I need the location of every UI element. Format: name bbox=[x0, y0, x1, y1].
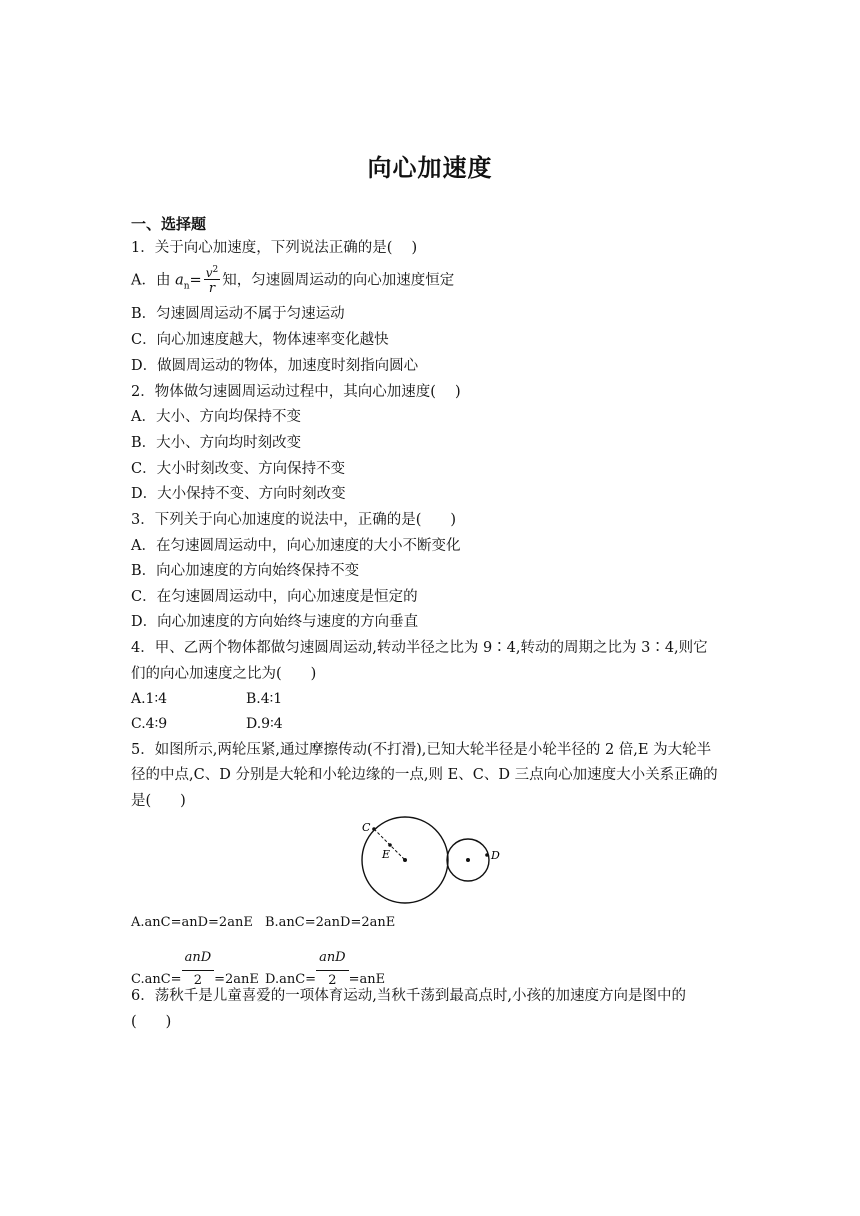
q5-d-prefix: D.anC= bbox=[265, 972, 317, 987]
label-e: E bbox=[382, 848, 391, 861]
point-e bbox=[388, 843, 392, 847]
q4-option-c: C.4∶9 bbox=[131, 716, 168, 732]
q5-d-fraction bbox=[316, 948, 349, 991]
q4-stem-line2: 们的向心加速度之比为( ) bbox=[131, 666, 317, 682]
q1-a-prefix: A．由 bbox=[131, 272, 176, 289]
point-d bbox=[485, 853, 489, 857]
q5-d-num: anD bbox=[316, 948, 349, 971]
label-d: D bbox=[491, 849, 500, 862]
q2-option-b: B．大小、方向均时刻改变 bbox=[131, 435, 302, 451]
small-wheel-center bbox=[466, 858, 470, 862]
q1-a-den: r bbox=[204, 279, 221, 295]
q1-stem: 1．关于向心加速度，下列说法正确的是( ) bbox=[131, 240, 418, 256]
q4-option-b: B.4∶1 bbox=[246, 691, 283, 707]
q1-a-fraction bbox=[204, 266, 221, 295]
q5-stem-line1: 5．如图所示,两轮压紧,通过摩擦传动(不打滑),已知大轮半径是小轮半径的 2 倍,E 为大轮半 bbox=[131, 742, 712, 758]
q3-option-b: B．向心加速度的方向始终保持不变 bbox=[131, 563, 360, 579]
q5-friction-wheels-figure bbox=[350, 815, 510, 911]
q5-c-fraction bbox=[182, 948, 215, 991]
page-title: 向心加速度 bbox=[367, 154, 493, 182]
q1-a-var: a bbox=[175, 272, 184, 289]
q6-stem-line2: ( ) bbox=[131, 1014, 172, 1030]
q4-stem-line1: 4．甲、乙两个物体都做匀速圆周运动,转动半径之比为 9∶4,转动的周期之比为 3∶4,则它 bbox=[131, 640, 708, 656]
q5-c-prefix: C.anC= bbox=[131, 972, 182, 987]
large-wheel-center bbox=[403, 858, 407, 862]
q5-d-den: 2 bbox=[328, 973, 337, 988]
section-title: 一、选择题 bbox=[131, 215, 207, 233]
q5-stem-line2: 径的中点,C、D 分别是大轮和小轮边缘的一点,则 E、C、D 三点向心加速度大小关系正确的 bbox=[131, 767, 718, 783]
q5-option-b: B.anC=2anD=2anE bbox=[265, 915, 396, 930]
q1-a-num: v bbox=[205, 266, 213, 280]
q1-a-num-sup: 2 bbox=[212, 265, 219, 275]
q1-a-sub: n bbox=[183, 281, 190, 292]
q3-stem: 3．下列关于向心加速度的说法中，正确的是( ) bbox=[131, 512, 457, 528]
q5-option-a: A.anC=anD=2anE bbox=[131, 915, 253, 930]
q2-option-c: C．大小时刻改变、方向保持不变 bbox=[131, 461, 346, 477]
q5-c-num: anD bbox=[182, 948, 215, 971]
point-c bbox=[372, 827, 376, 831]
q1-a-rest: 知，匀速圆周运动的向心加速度恒定 bbox=[222, 272, 455, 289]
label-c: C bbox=[362, 821, 371, 834]
q1-option-c: C．向心加速度越大，物体速率变化越快 bbox=[131, 332, 389, 348]
q2-stem: 2．物体做匀速圆周运动过程中，其向心加速度( ) bbox=[131, 384, 461, 400]
q1-option-d: D．做圆周运动的物体，加速度时刻指向圆心 bbox=[131, 358, 419, 374]
q1-option-a bbox=[131, 266, 454, 296]
q1-option-b: B．匀速圆周运动不属于匀速运动 bbox=[131, 306, 345, 322]
q4-option-a: A.1∶4 bbox=[131, 691, 168, 707]
q2-option-a: A．大小、方向均保持不变 bbox=[131, 409, 301, 425]
q5-c-den: 2 bbox=[193, 973, 202, 988]
q5-stem-line3: 是( ) bbox=[131, 793, 186, 809]
q2-option-d: D．大小保持不变、方向时刻改变 bbox=[131, 486, 346, 502]
q6-stem-line1: 6．荡秋千是儿童喜爱的一项体育运动,当秋千荡到最高点时,小孩的加速度方向是图中的 bbox=[131, 988, 686, 1004]
q3-option-a: A．在匀速圆周运动中，向心加速度的大小不断变化 bbox=[131, 538, 461, 554]
q3-option-d: D．向心加速度的方向始终与速度的方向垂直 bbox=[131, 614, 419, 630]
q3-option-c: C．在匀速圆周运动中，向心加速度是恒定的 bbox=[131, 589, 418, 605]
q5-c-suffix: =2anE bbox=[214, 972, 259, 987]
q1-a-eq: = bbox=[189, 272, 202, 289]
q4-option-d: D.9∶4 bbox=[246, 716, 283, 732]
q5-d-suffix: =anE bbox=[348, 972, 386, 987]
